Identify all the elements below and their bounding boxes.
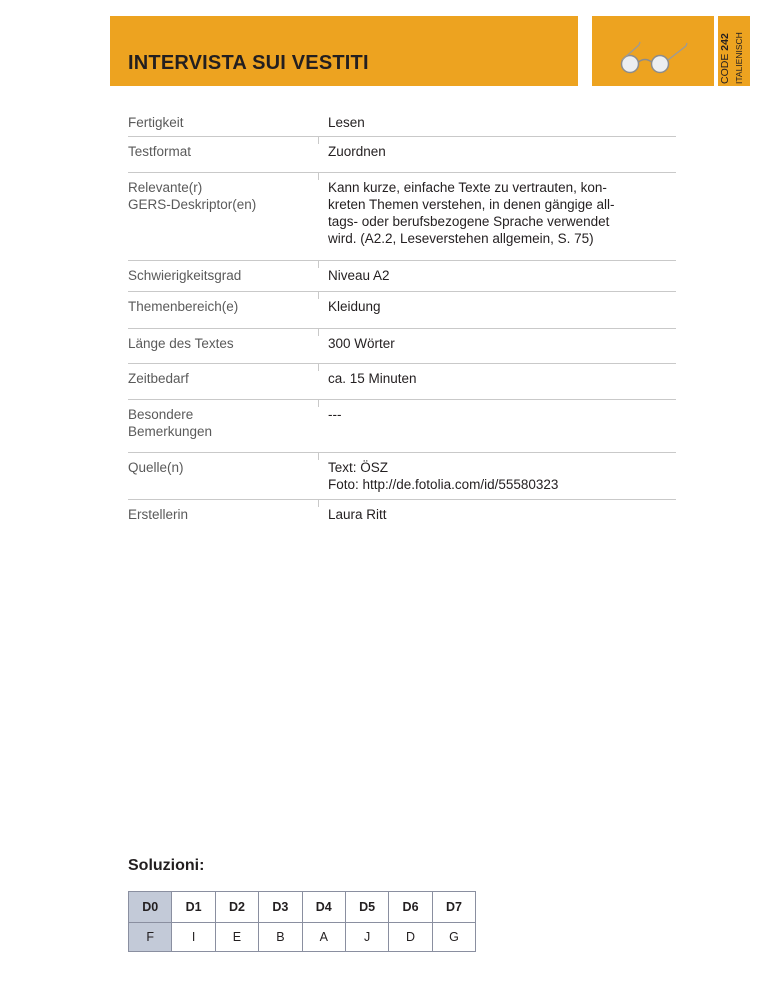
info-label: Testformat — [128, 144, 192, 159]
solution-header-cell: D4 — [302, 892, 345, 923]
title-banner — [110, 16, 578, 86]
language-label: ITALIENISCH — [734, 32, 744, 84]
info-row-themenbereich — [128, 292, 676, 329]
info-row-schwierigkeitsgrad — [128, 261, 676, 292]
info-row-testformat — [128, 137, 676, 173]
solution-answer-cell: J — [345, 923, 388, 952]
solution-header-cell: D0 — [129, 892, 172, 923]
solution-answer-cell: F — [129, 923, 172, 952]
info-row-erstellerin — [128, 500, 676, 534]
solution-header-cell: D1 — [172, 892, 215, 923]
info-label: Erstellerin — [128, 507, 189, 522]
code-label — [719, 33, 731, 84]
glasses-icon — [592, 16, 714, 86]
info-row-bemerkungen — [128, 400, 676, 453]
page-title: INTERVISTA SUI VESTITI — [128, 52, 369, 74]
code-prefix: CODE — [719, 53, 731, 84]
solution-header-cell: D7 — [432, 892, 475, 923]
info-value: Laura Ritt — [328, 507, 387, 522]
info-label: Schwierigkeitsgrad — [128, 268, 242, 283]
info-label: Besondere Bemerkungen — [128, 407, 213, 439]
code-number: 242 — [719, 33, 731, 51]
solution-answer-cell: G — [432, 923, 475, 952]
solutions-table — [128, 891, 476, 952]
solutions-title: Soluzioni: — [128, 857, 205, 874]
info-label: Relevante(r) GERS-Deskriptor(en) — [128, 180, 257, 212]
info-row-quelle — [128, 453, 676, 500]
solution-answer-cell: D — [389, 923, 432, 952]
solution-header-cell: D3 — [259, 892, 302, 923]
glasses-panel — [592, 16, 714, 86]
info-label: Zeitbedarf — [128, 371, 189, 386]
solution-header-cell: D6 — [389, 892, 432, 923]
info-table — [128, 108, 676, 534]
info-label: Quelle(n) — [128, 460, 184, 475]
solutions-answer-row — [129, 923, 476, 952]
solution-answer-cell: E — [215, 923, 258, 952]
solution-header-cell: D5 — [345, 892, 388, 923]
info-value: Zuordnen — [328, 144, 386, 159]
info-label: Themenbereich(e) — [128, 299, 239, 314]
info-value: 300 Wörter — [328, 336, 395, 351]
info-row-zeitbedarf — [128, 364, 676, 400]
solution-answer-cell: A — [302, 923, 345, 952]
solution-answer-cell: B — [259, 923, 302, 952]
info-value: Kann kurze, einfache Texte zu vertrauten, kon- kreten Themen verstehen, in denen gängige all- tags- oder berufsbezogene Sprache verwendet wird. (A2.2, Leseverstehen allgemein, S. 75) — [328, 180, 615, 246]
info-row-fertigkeit — [128, 108, 676, 137]
info-value: ca. 15 Minuten — [328, 371, 417, 386]
info-value: --- — [328, 407, 342, 422]
info-row-deskriptor — [128, 173, 676, 261]
info-value: Text: ÖSZ Foto: http://de.fotolia.com/id/55580323 — [328, 460, 559, 492]
info-value: Kleidung — [328, 299, 381, 314]
solution-header-cell: D2 — [215, 892, 258, 923]
info-label: Länge des Textes — [128, 336, 234, 351]
info-row-laenge — [128, 329, 676, 364]
info-value: Niveau A2 — [328, 268, 390, 283]
info-label: Fertigkeit — [128, 115, 184, 130]
solutions-header-row — [129, 892, 476, 923]
info-value: Lesen — [328, 115, 365, 130]
solution-answer-cell: I — [172, 923, 215, 952]
